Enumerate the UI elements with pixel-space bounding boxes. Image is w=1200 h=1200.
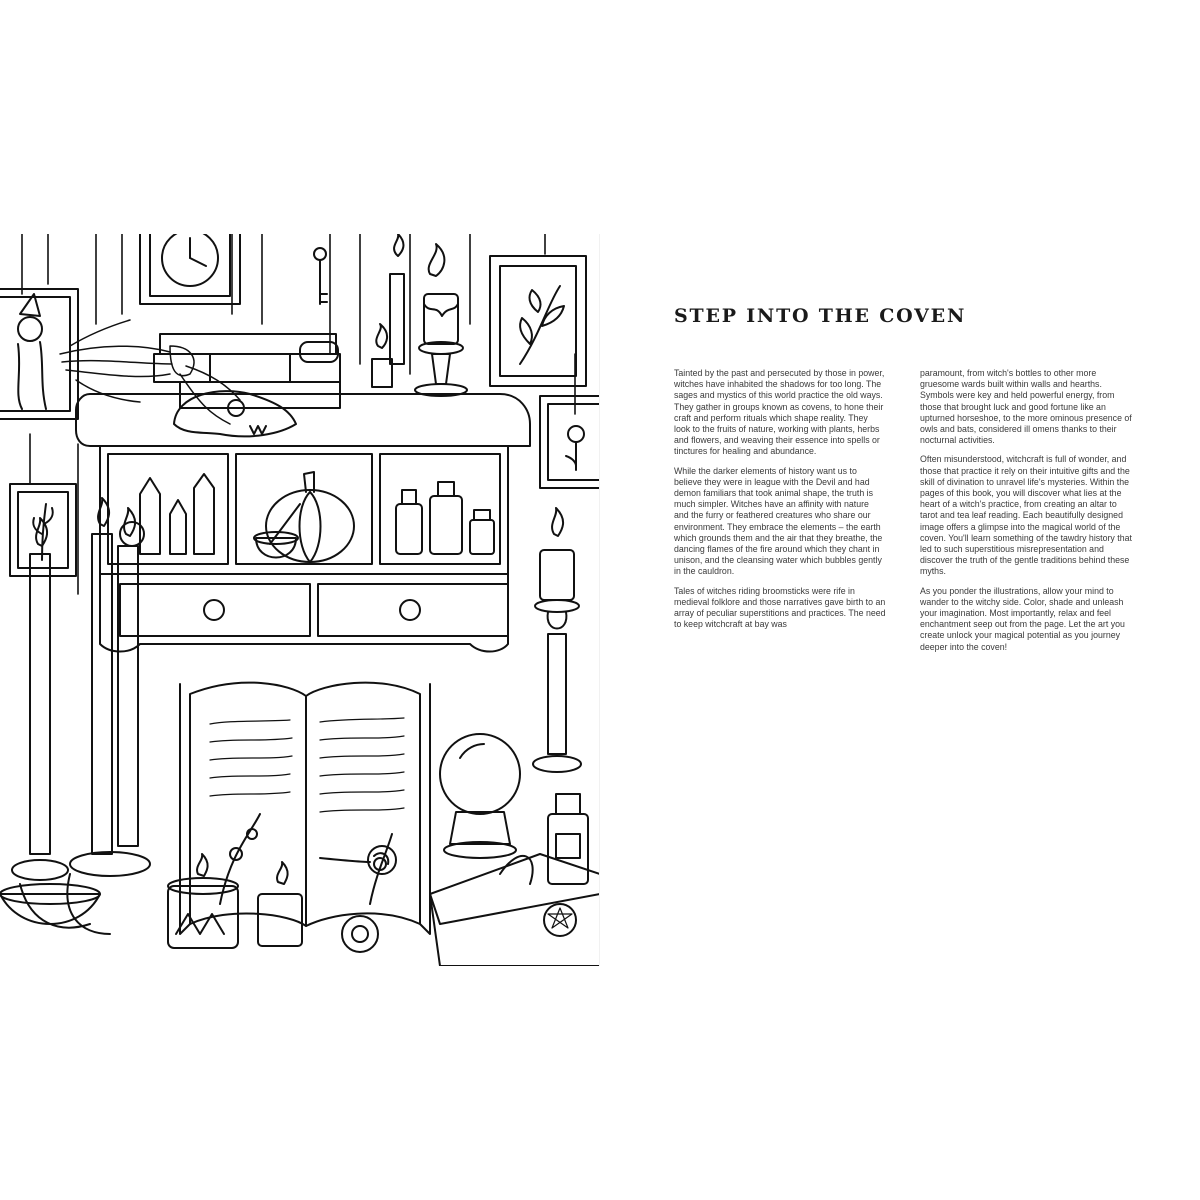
herb-frame-right [490, 256, 586, 386]
paragraph: While the darker elements of history want us to believe they were in league with the Devil and had demon familiars that took animal shape, the truth is much simpler. Witches have an affinity with nature and the furry or feathered creatures who share our environment. They embrace the elements – the earth which grounds them and the air that they breathe, the dancing flames of the fire around which they chant in unison, and the cleansing water which bubbles gently in the cauldron. [674, 465, 883, 577]
coloring-illustration [0, 234, 600, 966]
crystal-ball [440, 734, 520, 858]
witch-cabinet-line-art [0, 234, 600, 966]
tied-books [430, 854, 600, 966]
paragraph: Often misunderstood, witchcraft is full of wonder, and those that practice it rely on their intuitive gifts and the skill of divination to unravel life's mysteries. Within the pages of this book, you will discover what lies at the heart of a witch's practice, from creating an altar to tarot and tea leaf reading. Each beautifully designed image offers a glimpse into the magical world of the coven. You'll learn something of the tawdry history that led to such superstitious misrepresentation and discover the truth of the gentle traditions behind these myths. [920, 454, 1132, 577]
potion-bottle-right [548, 794, 588, 884]
text-column-right [920, 368, 1132, 661]
clock-frame [140, 234, 240, 304]
key [314, 248, 327, 304]
book-stack [154, 334, 340, 408]
paragraph: Tales of witches riding broomsticks were rife in medieval folklore and those narratives gave birth to an array of peculiar superstitions and practices. The need to keep witchcraft at bay was [674, 585, 886, 630]
cabinet [76, 394, 530, 652]
small-candles [372, 234, 404, 387]
text-column-left [674, 368, 886, 638]
jar-candles [168, 854, 302, 948]
page-gutter [599, 234, 600, 966]
candle-stand-right [533, 508, 581, 772]
animal-skull [174, 391, 296, 436]
witch-portrait [0, 289, 78, 419]
paragraph: paramount, from witch's bottles to other more gruesome wards built within walls and hearths. Symbols were key and held powerful energy, from those that brought luck and good fortune like an upturned horseshoe, to the more ominous presence of owls and bats, considered ill omens thanks to their nocturnal activities. [920, 368, 1132, 446]
paragraph: Tainted by the past and persecuted by those in power, witches have inhabited the shadows for too long. The sages and mystics of this world practice the old ways. They gather in groups known as covens, to hone their craft and perform rituals which shape reality. They look to the fruits of nature, working with plants, herbs and flowers, and weaving their essence into spells or tinctures for healing and abundance. [674, 368, 885, 457]
open-spellbook [180, 683, 430, 934]
flower-frame-right [540, 396, 600, 488]
page-title: STEP INTO THE COVEN [674, 305, 967, 327]
herb-frame-left [10, 484, 76, 576]
candle-stand-top [415, 244, 467, 396]
paragraph: As you ponder the illustrations, allow your mind to wander to the witchy side. Color, shade and unleash your imagination. Most importantly, relax and feel enchantment seep out from the page. Let the art you create unlock your magical potential as you journey deeper into the coven! [920, 585, 1125, 652]
mortar-bowl [0, 884, 100, 924]
